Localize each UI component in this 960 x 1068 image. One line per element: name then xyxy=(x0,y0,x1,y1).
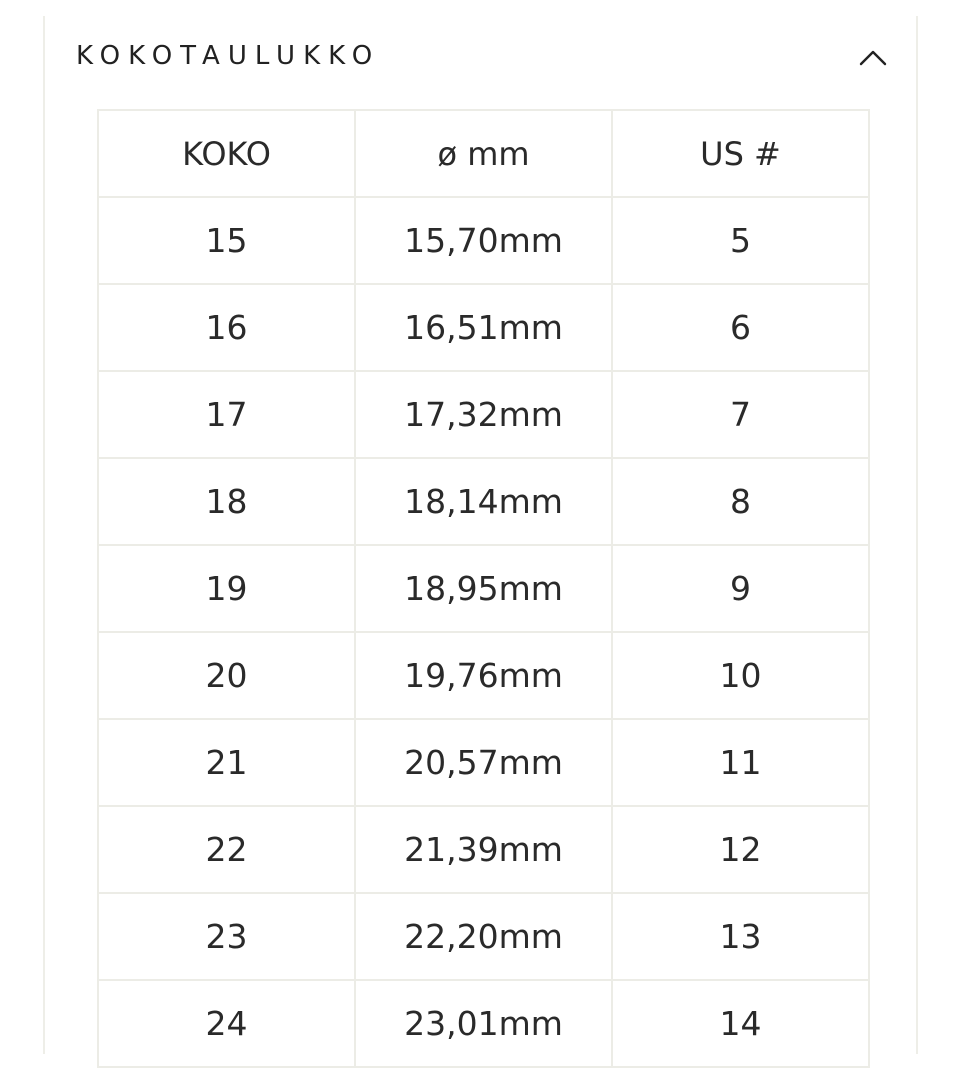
table-row xyxy=(98,806,869,893)
cell-diameter: 17,32mm xyxy=(355,371,612,458)
cell-size: 23 xyxy=(98,893,355,980)
cell-us-size: 13 xyxy=(612,893,869,980)
header-us-size: US # xyxy=(612,110,869,197)
chevron-up-icon[interactable] xyxy=(858,46,888,68)
cell-diameter: 20,57mm xyxy=(355,719,612,806)
cell-size: 20 xyxy=(98,632,355,719)
accordion-header[interactable] xyxy=(45,16,916,98)
header-size: KOKO xyxy=(98,110,355,197)
cell-us-size: 5 xyxy=(612,197,869,284)
cell-diameter: 21,39mm xyxy=(355,806,612,893)
cell-us-size: 7 xyxy=(612,371,869,458)
header-diameter: ø mm xyxy=(355,110,612,197)
cell-us-size: 9 xyxy=(612,545,869,632)
cell-size: 15 xyxy=(98,197,355,284)
table-row xyxy=(98,893,869,980)
table-row xyxy=(98,458,869,545)
cell-us-size: 6 xyxy=(612,284,869,371)
cell-diameter: 19,76mm xyxy=(355,632,612,719)
accordion-title: KOKOTAULUKKO xyxy=(76,41,381,71)
table-row xyxy=(98,719,869,806)
table-row xyxy=(98,545,869,632)
cell-us-size: 14 xyxy=(612,980,869,1067)
cell-size: 19 xyxy=(98,545,355,632)
cell-diameter: 16,51mm xyxy=(355,284,612,371)
size-table xyxy=(97,109,870,1068)
cell-size: 21 xyxy=(98,719,355,806)
cell-size: 24 xyxy=(98,980,355,1067)
table-row xyxy=(98,632,869,719)
cell-diameter: 15,70mm xyxy=(355,197,612,284)
cell-diameter: 23,01mm xyxy=(355,980,612,1067)
cell-us-size: 8 xyxy=(612,458,869,545)
cell-size: 17 xyxy=(98,371,355,458)
cell-diameter: 18,95mm xyxy=(355,545,612,632)
cell-size: 18 xyxy=(98,458,355,545)
table-row xyxy=(98,371,869,458)
size-chart-accordion xyxy=(43,16,918,1054)
cell-us-size: 12 xyxy=(612,806,869,893)
cell-us-size: 11 xyxy=(612,719,869,806)
cell-us-size: 10 xyxy=(612,632,869,719)
cell-diameter: 18,14mm xyxy=(355,458,612,545)
cell-diameter: 22,20mm xyxy=(355,893,612,980)
cell-size: 16 xyxy=(98,284,355,371)
table-row xyxy=(98,197,869,284)
table-header-row xyxy=(98,110,869,197)
cell-size: 22 xyxy=(98,806,355,893)
table-row xyxy=(98,284,869,371)
